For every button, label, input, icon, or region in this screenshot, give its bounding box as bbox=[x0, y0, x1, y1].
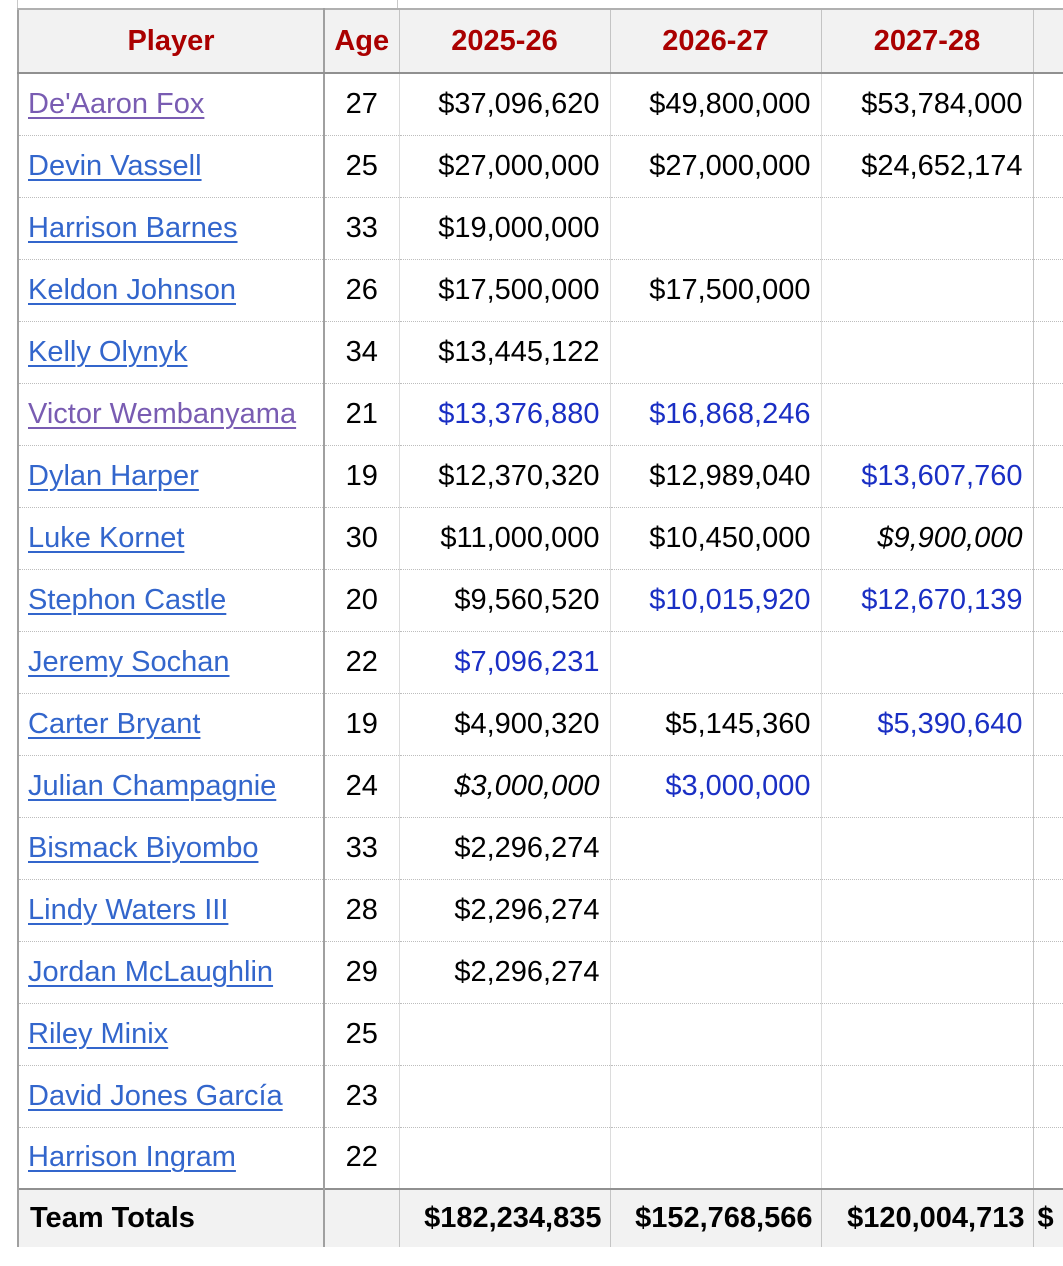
overflow-cell bbox=[1033, 73, 1063, 135]
salary-value: $19,000,000 bbox=[438, 211, 600, 244]
salary-cell-season-1 bbox=[399, 1127, 610, 1189]
player-cell bbox=[18, 693, 324, 755]
salary-value: $3,000,000 bbox=[454, 769, 600, 802]
overflow-cell bbox=[1033, 755, 1063, 817]
salary-cell-season-1 bbox=[399, 569, 610, 631]
salary-cell-season-2 bbox=[610, 197, 821, 259]
player-cell bbox=[18, 383, 324, 445]
overflow-cell bbox=[1033, 135, 1063, 197]
salary-value: $49,800,000 bbox=[649, 87, 811, 120]
age-cell: 22 bbox=[324, 631, 399, 693]
salary-cell-season-2 bbox=[610, 445, 821, 507]
age-cell: 23 bbox=[324, 1065, 399, 1127]
player-cell bbox=[18, 507, 324, 569]
salary-value: $53,784,000 bbox=[861, 87, 1023, 120]
salary-value: $37,096,620 bbox=[438, 87, 600, 120]
salary-cell-season-3 bbox=[821, 321, 1033, 383]
overflow-cell bbox=[1033, 321, 1063, 383]
salary-cell-season-1 bbox=[399, 197, 610, 259]
overflow-cell bbox=[1033, 631, 1063, 693]
salary-cell-season-3 bbox=[821, 135, 1033, 197]
player-cell bbox=[18, 1127, 324, 1189]
salary-cell-season-2 bbox=[610, 817, 821, 879]
salary-value: $4,900,320 bbox=[454, 707, 600, 740]
salary-value: $9,560,520 bbox=[454, 583, 600, 616]
salary-cell-season-1 bbox=[399, 755, 610, 817]
table-row bbox=[18, 321, 1063, 383]
column-header-age[interactable]: Age bbox=[324, 9, 399, 73]
team-totals-season-2: $152,768,566 bbox=[610, 1189, 821, 1247]
salary-cell-season-2 bbox=[610, 1065, 821, 1127]
salary-cell-season-3 bbox=[821, 73, 1033, 135]
salary-value: $5,145,360 bbox=[665, 707, 811, 740]
player-cell bbox=[18, 1065, 324, 1127]
salary-value: $5,390,640 bbox=[877, 707, 1023, 740]
salary-cell-season-3 bbox=[821, 1065, 1033, 1127]
salary-cell-season-3 bbox=[821, 1003, 1033, 1065]
table-row bbox=[18, 879, 1063, 941]
salary-cell-season-1 bbox=[399, 631, 610, 693]
salary-value: $17,500,000 bbox=[649, 273, 811, 306]
table-row bbox=[18, 197, 1063, 259]
player-link[interactable]: Harrison Ingram bbox=[28, 1141, 236, 1174]
salary-cell-season-2 bbox=[610, 755, 821, 817]
table-row bbox=[18, 1065, 1063, 1127]
team-totals-season-4-partial: $ bbox=[1033, 1189, 1063, 1247]
player-link[interactable]: Julian Champagnie bbox=[28, 769, 277, 802]
salary-cell-season-3 bbox=[821, 445, 1033, 507]
salary-cell-season-2 bbox=[610, 693, 821, 755]
overflow-cell bbox=[1033, 879, 1063, 941]
salary-value: $9,900,000 bbox=[877, 521, 1023, 554]
table-row bbox=[18, 445, 1063, 507]
salary-value: $2,296,274 bbox=[454, 893, 600, 926]
salary-value: $13,607,760 bbox=[861, 459, 1023, 492]
salary-value: $12,370,320 bbox=[438, 459, 600, 492]
salary-cell-season-1 bbox=[399, 693, 610, 755]
overflow-cell bbox=[1033, 1127, 1063, 1189]
column-header-player[interactable]: Player bbox=[18, 9, 324, 73]
salary-cell-season-3 bbox=[821, 693, 1033, 755]
age-cell: 27 bbox=[324, 73, 399, 135]
age-cell: 33 bbox=[324, 197, 399, 259]
overflow-cell bbox=[1033, 569, 1063, 631]
salary-cell-season-2 bbox=[610, 879, 821, 941]
salary-cell-season-1 bbox=[399, 321, 610, 383]
table-row bbox=[18, 1127, 1063, 1189]
overflow-cell bbox=[1033, 197, 1063, 259]
salary-cell-season-2 bbox=[610, 569, 821, 631]
salary-cell-season-3 bbox=[821, 631, 1033, 693]
player-link[interactable]: Luke Kornet bbox=[28, 521, 185, 554]
player-link[interactable]: Jordan McLaughlin bbox=[28, 955, 274, 988]
salary-cell-season-2 bbox=[610, 1127, 821, 1189]
table-row bbox=[18, 1003, 1063, 1065]
age-cell: 28 bbox=[324, 879, 399, 941]
team-totals-age bbox=[324, 1189, 399, 1247]
player-cell bbox=[18, 259, 324, 321]
player-link[interactable]: Bismack Biyombo bbox=[28, 831, 259, 864]
salary-cell-season-3 bbox=[821, 197, 1033, 259]
team-totals-season-1: $182,234,835 bbox=[399, 1189, 610, 1247]
overflow-cell bbox=[1033, 941, 1063, 1003]
salary-value: $10,015,920 bbox=[649, 583, 811, 616]
salary-cell-season-1 bbox=[399, 135, 610, 197]
salary-value: $16,868,246 bbox=[649, 397, 811, 430]
salary-value: $17,500,000 bbox=[438, 273, 600, 306]
table-row bbox=[18, 73, 1063, 135]
table-row bbox=[18, 755, 1063, 817]
team-totals-label: Team Totals bbox=[18, 1189, 324, 1247]
salary-cell-season-1 bbox=[399, 1065, 610, 1127]
player-cell bbox=[18, 879, 324, 941]
salary-cell-season-2 bbox=[610, 259, 821, 321]
overflow-cell bbox=[1033, 445, 1063, 507]
age-cell: 22 bbox=[324, 1127, 399, 1189]
player-link[interactable]: Victor Wembanyama bbox=[28, 397, 297, 430]
table-header-row bbox=[18, 9, 1063, 73]
player-cell bbox=[18, 1003, 324, 1065]
salary-cell-season-3 bbox=[821, 755, 1033, 817]
table-row bbox=[18, 631, 1063, 693]
overflow-cell bbox=[1033, 383, 1063, 445]
age-cell: 19 bbox=[324, 445, 399, 507]
salary-value: $10,450,000 bbox=[649, 521, 811, 554]
team-totals-row bbox=[18, 1189, 1063, 1247]
player-link[interactable]: Carter Bryant bbox=[28, 707, 201, 740]
salary-cell-season-1 bbox=[399, 941, 610, 1003]
salary-value: $13,376,880 bbox=[438, 397, 600, 430]
player-cell bbox=[18, 197, 324, 259]
table-row bbox=[18, 507, 1063, 569]
player-cell bbox=[18, 73, 324, 135]
salary-value: $27,000,000 bbox=[649, 149, 811, 182]
player-link[interactable]: De'Aaron Fox bbox=[28, 87, 205, 120]
overflow-cell bbox=[1033, 259, 1063, 321]
salary-cell-season-3 bbox=[821, 507, 1033, 569]
column-header-season-3[interactable]: 2027-28 bbox=[821, 9, 1033, 73]
salary-value: $13,445,122 bbox=[438, 335, 600, 368]
age-cell: 19 bbox=[324, 693, 399, 755]
salary-cell-season-3 bbox=[821, 1127, 1033, 1189]
overflow-cell bbox=[1033, 507, 1063, 569]
player-cell bbox=[18, 941, 324, 1003]
salary-cell-season-1 bbox=[399, 383, 610, 445]
salary-cell-season-2 bbox=[610, 73, 821, 135]
age-cell: 30 bbox=[324, 507, 399, 569]
salary-value: $3,000,000 bbox=[665, 769, 811, 802]
salary-cell-season-1 bbox=[399, 1003, 610, 1065]
player-link[interactable]: Dylan Harper bbox=[28, 459, 199, 492]
salary-cell-season-1 bbox=[399, 445, 610, 507]
table-row bbox=[18, 569, 1063, 631]
column-header-overflow bbox=[1033, 9, 1063, 73]
column-header-season-1[interactable]: 2025-26 bbox=[399, 9, 610, 73]
player-link[interactable]: Lindy Waters III bbox=[28, 893, 229, 926]
table-row bbox=[18, 259, 1063, 321]
salary-cell-season-3 bbox=[821, 817, 1033, 879]
age-cell: 20 bbox=[324, 569, 399, 631]
player-cell bbox=[18, 135, 324, 197]
salary-cell-season-2 bbox=[610, 1003, 821, 1065]
player-link[interactable]: Stephon Castle bbox=[28, 583, 227, 616]
player-link[interactable]: Kelly Olynyk bbox=[28, 335, 188, 368]
salary-value: $2,296,274 bbox=[454, 955, 600, 988]
salary-cell-season-3 bbox=[821, 383, 1033, 445]
salary-value: $11,000,000 bbox=[440, 521, 600, 554]
age-cell: 25 bbox=[324, 135, 399, 197]
age-cell: 25 bbox=[324, 1003, 399, 1065]
salary-cell-season-1 bbox=[399, 879, 610, 941]
player-cell bbox=[18, 445, 324, 507]
player-cell bbox=[18, 817, 324, 879]
salary-cell-season-3 bbox=[821, 259, 1033, 321]
player-cell bbox=[18, 321, 324, 383]
salary-cell-season-2 bbox=[610, 321, 821, 383]
salary-cell-season-1 bbox=[399, 73, 610, 135]
salary-table bbox=[17, 8, 1063, 1247]
overflow-cell bbox=[1033, 1003, 1063, 1065]
table-row bbox=[18, 817, 1063, 879]
age-cell: 26 bbox=[324, 259, 399, 321]
salary-cell-season-3 bbox=[821, 879, 1033, 941]
age-cell: 29 bbox=[324, 941, 399, 1003]
player-link[interactable]: David Jones García bbox=[28, 1079, 283, 1112]
age-cell: 21 bbox=[324, 383, 399, 445]
salary-cell-season-2 bbox=[610, 135, 821, 197]
player-link[interactable]: Jeremy Sochan bbox=[28, 645, 230, 678]
age-cell: 24 bbox=[324, 755, 399, 817]
age-cell: 33 bbox=[324, 817, 399, 879]
table-row bbox=[18, 693, 1063, 755]
salary-cell-season-2 bbox=[610, 941, 821, 1003]
player-link[interactable]: Riley Minix bbox=[28, 1017, 169, 1050]
table-row bbox=[18, 941, 1063, 1003]
salary-cell-season-2 bbox=[610, 383, 821, 445]
player-cell bbox=[18, 631, 324, 693]
column-header-season-2[interactable]: 2026-27 bbox=[610, 9, 821, 73]
salary-value: $7,096,231 bbox=[454, 645, 600, 678]
salary-cell-season-2 bbox=[610, 631, 821, 693]
salary-cell-season-1 bbox=[399, 259, 610, 321]
overflow-cell bbox=[1033, 817, 1063, 879]
team-totals-season-3: $120,004,713 bbox=[821, 1189, 1033, 1247]
overflow-cell bbox=[1033, 693, 1063, 755]
salary-cell-season-3 bbox=[821, 941, 1033, 1003]
player-link[interactable]: Keldon Johnson bbox=[28, 273, 236, 306]
salary-cell-season-1 bbox=[399, 817, 610, 879]
overflow-cell bbox=[1033, 1065, 1063, 1127]
player-link[interactable]: Harrison Barnes bbox=[28, 211, 238, 244]
salary-value: $27,000,000 bbox=[438, 149, 600, 182]
table-row bbox=[18, 135, 1063, 197]
salary-cell-season-2 bbox=[610, 507, 821, 569]
player-cell bbox=[18, 569, 324, 631]
table-row bbox=[18, 383, 1063, 445]
player-cell bbox=[18, 755, 324, 817]
age-cell: 34 bbox=[324, 321, 399, 383]
player-link[interactable]: Devin Vassell bbox=[28, 149, 202, 182]
salary-cell-season-3 bbox=[821, 569, 1033, 631]
salary-value: $24,652,174 bbox=[861, 149, 1023, 182]
salary-value: $12,670,139 bbox=[861, 583, 1023, 616]
salary-cell-season-1 bbox=[399, 507, 610, 569]
salary-value: $12,989,040 bbox=[649, 459, 811, 492]
salary-value: $2,296,274 bbox=[454, 831, 600, 864]
